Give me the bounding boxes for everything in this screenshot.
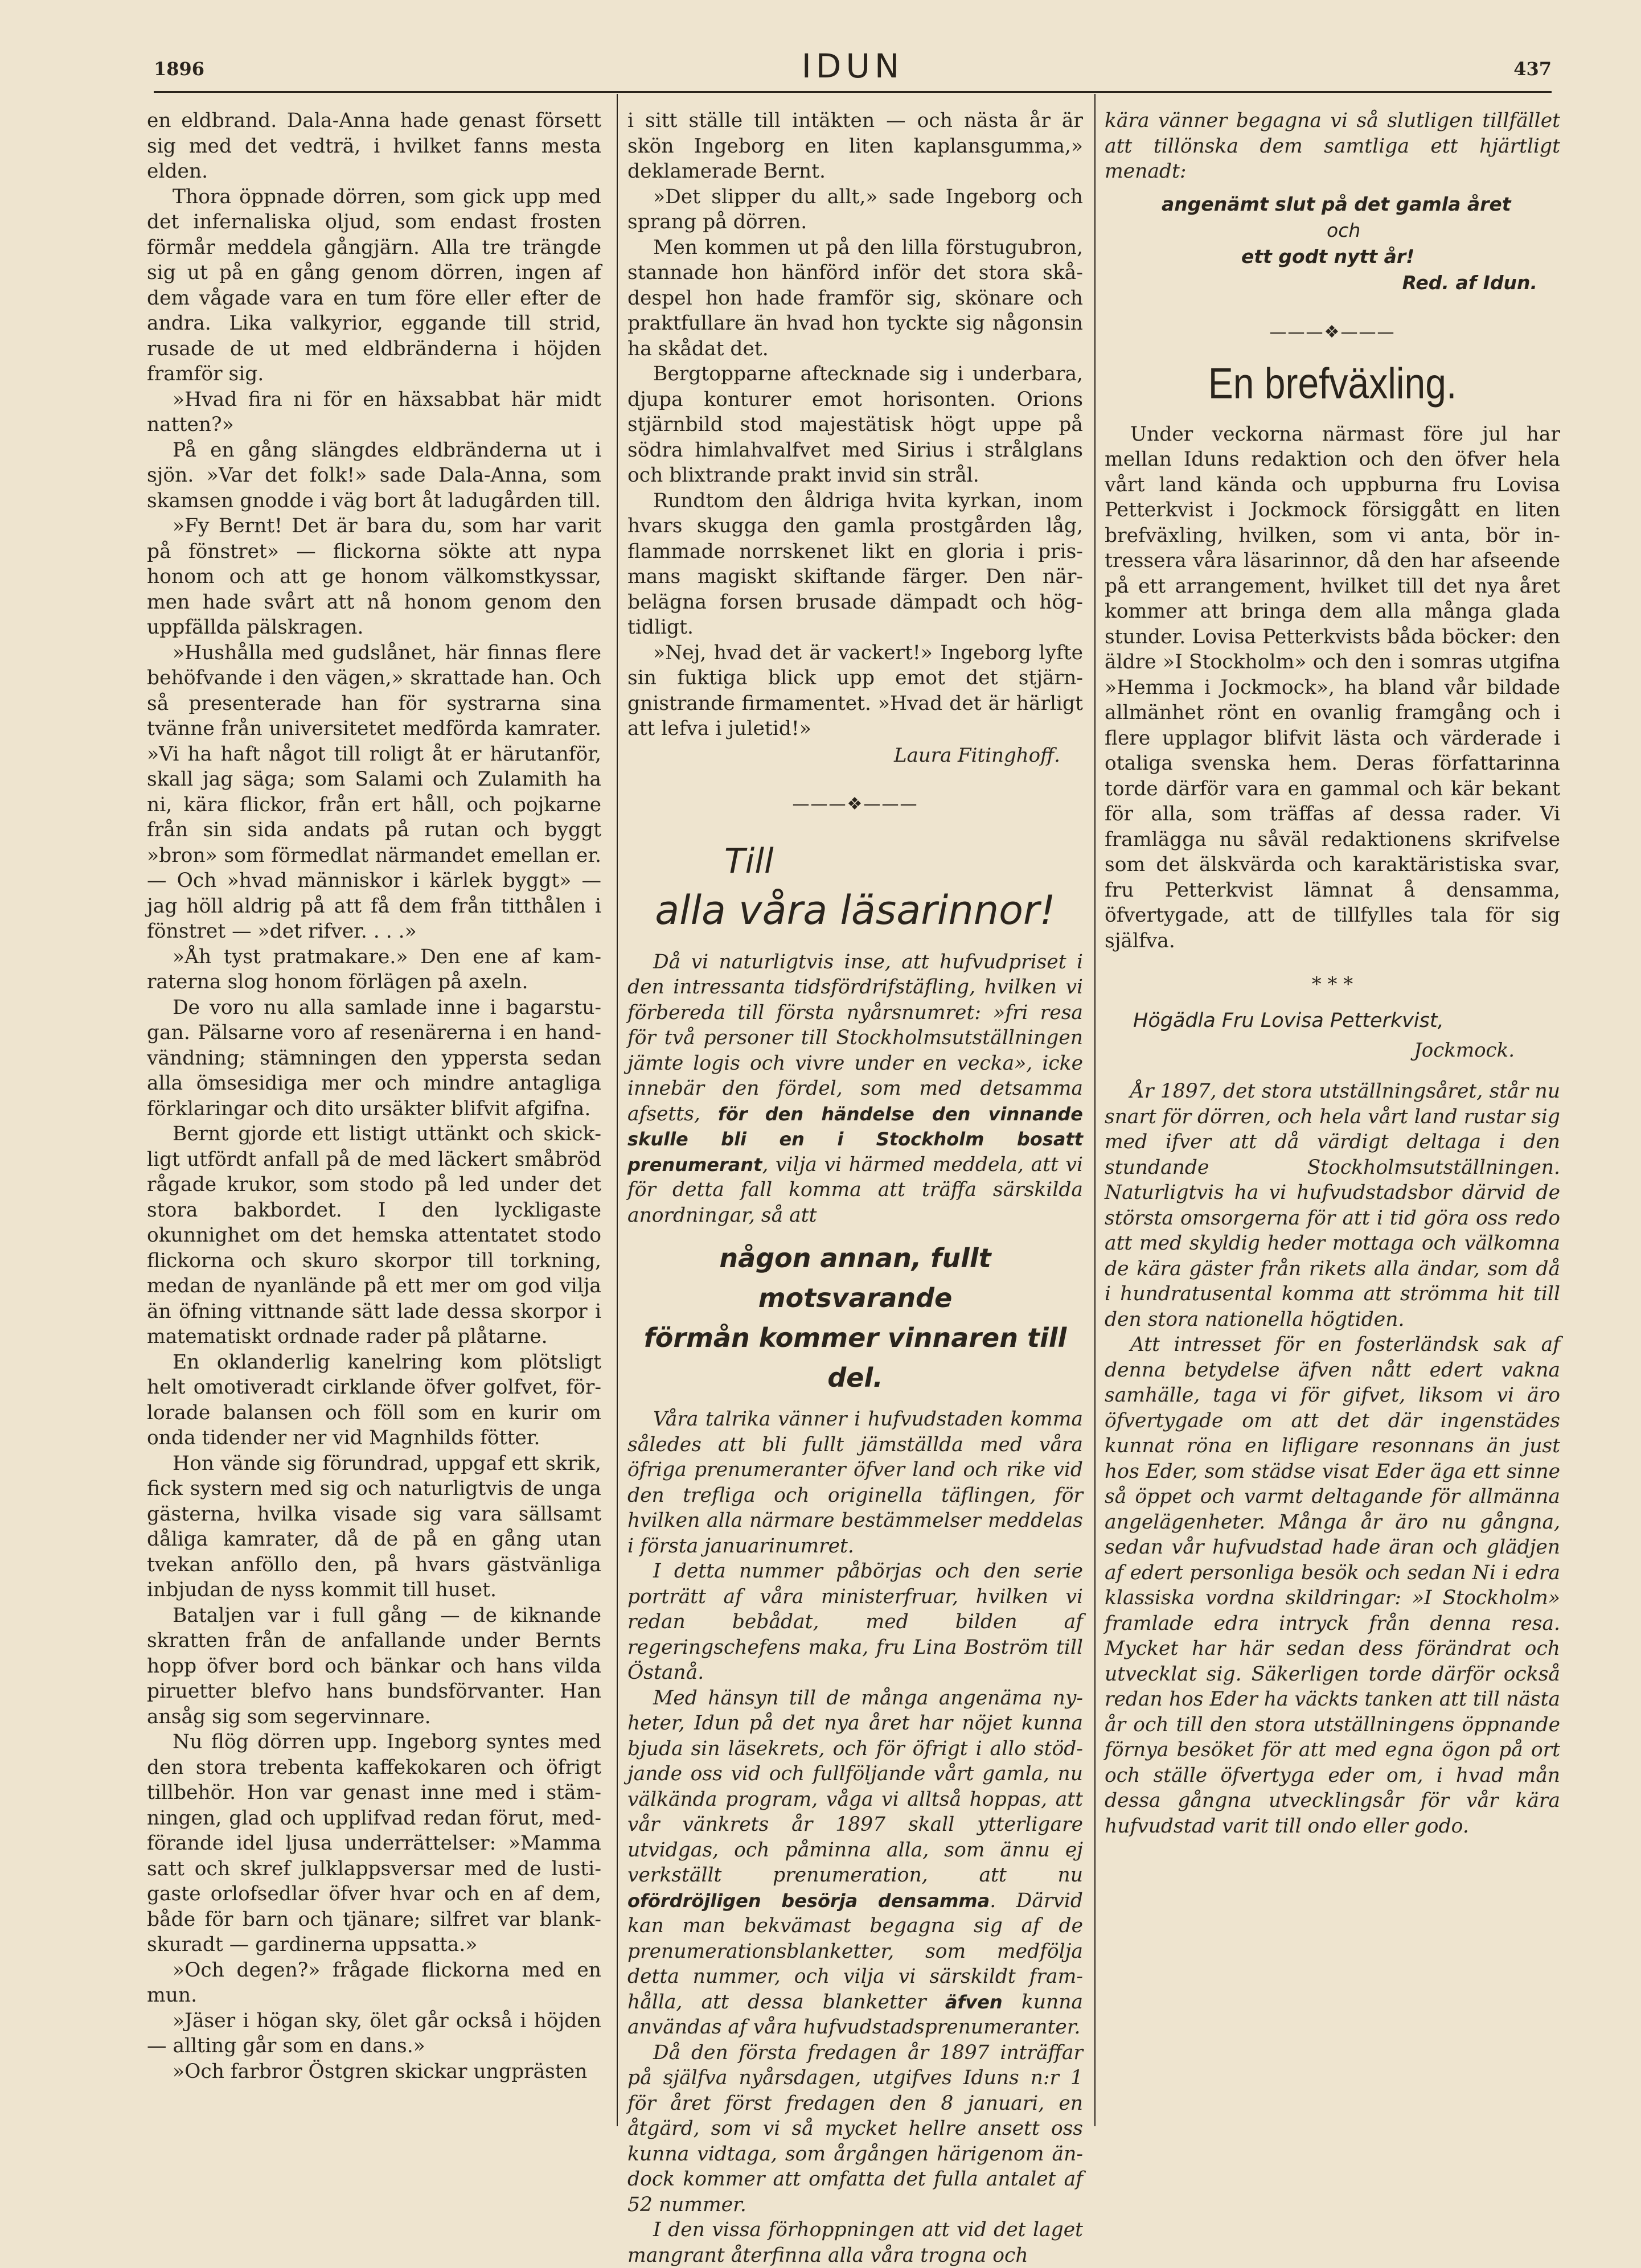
letter-paragraph: År 1897, det stora utställningsåret, står nu snart för dörren, och hela vårt land rustar sig med ifver att då värdigt deltaga i den stundande Stockholmsutställningen. Naturligtvis ha vi hufvudstadsbor därvid de största omsorgerna för att i tid göra oss redo att med skyldig heder mottaga och välkomna de kära gäster från rikets alla ändar, som då i hundratusental komma att strömma hit till den stora nationella högtiden. xyxy=(1105,1080,1560,1331)
ornament-divider: ———❖——— xyxy=(792,794,918,814)
emphasis-text: ofördröjligen besörja densamma xyxy=(627,1889,990,1912)
announcement-title: alla våra läsarinnor! xyxy=(655,886,1056,934)
emphasis-line-2: förmån kommer vinnaren till del. xyxy=(643,1322,1067,1393)
paragraph: »Fy Bernt! Det är bara du, som har varit på fönstret» — flickorna sökte att nypa honom och att ge honom välkomstkyssar, men hade svårt att nå honom genom den uppfällda pälskragen. xyxy=(147,515,601,639)
paragraph: Bergtopparne aftecknade sig i underbara, djupa konturer emot horisonten. Orions stjärnbild stod majestätisk högt uppe på södra himlahvalfvet med Sirius i strålglans och blixtrande prakt invid sin strål. xyxy=(627,363,1083,487)
paragraph: »Åh tyst pratmakare.» Den ene af kamraterna slog honom förlägen på axeln. xyxy=(147,945,601,993)
announcement-paragraph: I detta nummer påbörjas och den serie porträtt af våra ministerfruar, hvilken vi redan bebådat, med bilden af regeringschefens maka, fru Lina Boström till Östanå. xyxy=(627,1560,1083,1684)
emphasis-text: för den händelse den vinnande skulle bli en i Stockholm bosatt prenumerant xyxy=(627,1103,1084,1176)
greeting-signature: Red. af Idun. xyxy=(1402,271,1537,294)
announcement-paragraph xyxy=(627,1686,1083,2040)
emphasis-headline xyxy=(627,1238,1083,1398)
column-divider-2 xyxy=(1094,94,1096,2126)
paragraph: »Hushålla med gudslånet, här finnas flere behöfvande i den vägen,» skrattade han. Och så presenterade han för systrarna sina tvänne från universitetet medförda kamrater. »Vi ha haft något till roligt åt er härutanför, skall jag säga; som Salami och Zulamith ha ni, kära flickor, från ert håll, och pojkarne från sin sida andats på rutan och byggt »bron» som förmedlat närmandet emellan er. — Och »hvad människor i kärlek byggt» — jag höll aldrig på att få dem från titthålen i fönstret — »det rifver. . . .» xyxy=(147,641,601,943)
column-2 xyxy=(627,108,1084,2267)
text-run: . Därvid kan man bekvämast begagna sig af de prenumerationsblanketter, som medfölja detta nummer, och vilja vi särskildt framhålla, att dessa blanketter xyxy=(627,1889,1084,2014)
column-3 xyxy=(1105,108,1560,2129)
announcement-paragraph: I den vissa förhoppningen att vid det laget mangrant återfinna alla våra trogna och xyxy=(627,2218,1083,2267)
paragraph: De voro nu alla samlade inne i bagarstugan. Pälsarne voro af resenärerna i en handvändning; stämningen den yppersta sedan alla ömsesidiga mer och mindre antagliga förklaringar och dito ursäkter blifvit afgifna. xyxy=(147,996,601,1120)
header-year: 1896 xyxy=(154,58,205,80)
text-run: , vilja vi härmed meddela, att vi för detta fall komma att träffa särskilda anordningar, så att xyxy=(627,1153,1083,1227)
letter-location: Jockmock. xyxy=(1414,1039,1515,1062)
masthead-title: IDUN xyxy=(801,47,904,85)
greeting-line-1: angenämt slut på det gamla året xyxy=(1162,192,1511,215)
column-1 xyxy=(147,108,601,2129)
ornament-divider: ———❖——— xyxy=(1269,322,1396,342)
announcement-paragraph xyxy=(627,950,1083,1228)
paragraph: »Och farbror Östgren skickar ungprästen xyxy=(173,2060,588,2083)
paragraph: På en gång slängdes eldbränderna ut i sjön. »Var det folk!» sade Dala-Anna, som skamsen gnodde i väg bort åt ladugården till. xyxy=(147,438,601,512)
greeting-line-3: ett godt nytt år! xyxy=(1241,245,1415,268)
column-divider-1 xyxy=(617,94,618,2126)
emphasis-line-1: någon annan, fullt motsvarande xyxy=(719,1243,991,1313)
stars-divider: * * * xyxy=(1311,973,1353,996)
page-header xyxy=(154,47,1552,92)
header-rule xyxy=(154,91,1552,93)
paragraph: Hon vände sig förundrad, uppgaf ett skrik, fick systern med sig och naturligtvis de unga gästerna, hvilka visade sig vara sällsamt dåliga kamrater, då de på en gång utan tvekan anföllo den, på hvars gästvänliga inbjudan de nyss kommit till huset. xyxy=(147,1452,601,1601)
author-signature: Laura Fitinghoff. xyxy=(893,743,1060,767)
paragraph: Bataljen var i full gång — de kiknande skratten från de anfallande under Bernts hopp öfver bord och bänkar och hans vilda piruetter blefvo hans bundsförvanter. Han ansåg sig som segervinnare. xyxy=(147,1604,601,1728)
paragraph: »Jäser i högan sky, ölet går också i höjden — allting går som en dans.» xyxy=(147,2009,601,2057)
text-run: Med hänsyn till de många angenäma nyheter, Idun på det nya året har nöjet kunna bjuda sin läsekrets, och för öfrigt i allo stödjande oss vid och fullföljande vårt gamla, nu välkända program, våga vi alltså hoppas, att vår vänkrets år 1897 skall ytterligare utvidgas, och påminna alla, som ännu ej verkställt prenumeration, att nu xyxy=(627,1686,1083,1887)
paragraph: »Och degen?» frågade flickorna med en mun. xyxy=(147,1958,601,2007)
emphasis-text: äfven xyxy=(945,1991,1003,2013)
greeting-intro: kära vänner begagna vi så slutligen tillfället att tillönska dem samtliga ett hjärtligt menadt: xyxy=(1105,109,1560,183)
letter-salutation: Högädla Fru Lovisa Petterkvist, xyxy=(1133,1009,1444,1032)
paragraph: Men kommen ut på den lilla förstugubron, stannade hon hänförd inför det stora skådespel hon hade framför sig, skönare och praktfullare än hvad hon tyckte sig någonsin ha skådat det. xyxy=(627,236,1083,360)
text-run: Då vi naturligtvis inse, att hufvudpriset i den intressanta tidsfördrifstäfling, hvilken vi förbereda till första nyårsnumret: »fri resa för två personer till Stockholmsutställningen jämte logis och vivre under en vecka», icke innebär den fördel, som med detsamma afsetts, xyxy=(627,950,1083,1125)
paragraph: En oklanderlig kanelring kom plötsligt helt omotiveradt cirklande öfver golfvet, förlorade balansen och föll som en kurir om onda tidender ner vid Magnhilds fötter. xyxy=(147,1350,601,1449)
announcement-title-till: Till xyxy=(724,841,774,881)
announcement-paragraph: Då den första fredagen år 1897 inträffar på själfva nyårsdagen, utgifves Iduns n:r 1 för året först fredagen den 8 januari, en åtgärd, som vi så mycket hellre ansett oss kunna vidtaga, som årgången härigenom ändock kommer att omfatta det fulla antalet af 52 nummer. xyxy=(627,2041,1083,2216)
paragraph: »Hvad fira ni för en häxsabbat här midt natten?» xyxy=(147,388,601,436)
letter-paragraph: Att intresset för en fosterländsk sak af denna betydelse äfven nått edert vakna samhälle, taga vi för gifvet, liksom vi äro öfvertygade om att det där ingenstädes kunnat röna en lifligare resonnans än just hos Eder, som städse visat Eder äga ett sinne så öppet och varmt deltagande för allmänna angelägenheter. Många år äro nu gångna, sedan vår hufvudstad hade äran och glädjen af edert personliga besök och sedan Ni i edra klassiska vordna skildringar: »I Stockholm» framlade edra intryck från denna resa. Mycket har här sedan dess förändrat och utvecklat sig. Säkerligen torde därför också redan hos Eder ha väckts tanken att till nästa år och till den stora utställningens öppnande förnya besöket för att med egna ögon på ort och ställe öfvertyga eder om, i hvad mån dessa gångna utvecklingsår för vår kära hufvudstad varit till ondo eller godo. xyxy=(1105,1333,1560,1838)
announcement-paragraph: Våra talrika vänner i hufvudstaden komma således att bli fullt jämställda med våra öfriga prenumeranter öfver land och rike vid den trefliga och originella täflingen, för hvilken alla närmare bestämmelser meddelas i första januarinumret. xyxy=(627,1408,1083,1558)
paragraph: i sitt ställe till intäkten — och nästa år är skön Ingeborg en liten kaplansgumma,» deklamerade Bernt. xyxy=(627,109,1083,183)
paragraph: Nu flög dörren upp. Ingeborg syntes med den stora trebenta kaffekokaren och öfrigt tillbehör. Hon var genast inne med i stämningen, glad och upplifvad redan förut, medförande idel ljusa underrättelser: »Mamma satt och skref julklappsversar med de lustigaste orlofsedlar öfver hvar och en af dem, både för barn och tjänare; silfret var blankskuradt — gardinerna uppsatta.» xyxy=(147,1731,601,1956)
paragraph: en eldbrand. Dala-Anna hade genast försett sig med det vedträ, i hvilket fanns mesta elden. xyxy=(147,109,601,183)
paragraph: Rundtom den åldriga hvita kyrkan, inom hvars skugga den gamla prostgården låg, flammade norrskenet likt en gloria i prismans magiskt skiftande färger. Den närbelägna forsen brusade dämpadt och högtidligt. xyxy=(627,489,1083,639)
text-run: kunna användas af våra hufvudstadsprenumeranter. xyxy=(627,1990,1083,2039)
paragraph: Under veckorna närmast före jul har mellan Iduns redaktion och den öfver hela vårt land kända och uppburna fru Lovisa Petterkvist i Jockmock försiggått en liten brefväxling, hvilken, som vi anta, bör intressera våra läsarinnor, då den har afseende på ett arrangement, hvilket till det nya året kommer att bringa dem alla många glada stunder. Lovisa Petterkvists båda böcker: den äldre »I Stockholm» och den i somras utgifna »Hemma i Jockmock», ha bland vår bildade allmänhet rönt en ovanlig framgång och i flere upplagor blifvit lästa och värderade i otaliga svenska hem. Deras författarinna torde därför vara en gammal och kär bekant för alla, som träffas af dessa rader. Vi framlägga nu såväl redaktionens skrifvelse som det älskvärda och karaktäristiska svar, fru Petterkvist lämnat å densamma, öfvertygade, att de tillfylles tala för sig själfva. xyxy=(1105,422,1560,952)
section-title: En brefväxling. xyxy=(1208,358,1457,408)
paragraph: »Det slipper du allt,» sade Ingeborg och sprang på dörren. xyxy=(627,185,1083,233)
greeting-line-2: och xyxy=(1327,219,1361,241)
paragraph: »Nej, hvad det är vackert!» Ingeborg lyfte sin fuktiga blick upp emot det stjärngnistrande firmamentet. »Hvad det är härligt att lefva i juletid!» xyxy=(627,641,1083,740)
paragraph: Bernt gjorde ett listigt uttänkt och skickligt utfördt anfall på de med läckert småbröd rågade krukor, som stodo på led under det stora bakbordet. I den lyckligaste okunnighet om det hemska attentatet stodo flickorna och skuro skorpor till torkning, medan de nyanlände på ett mer om god vilja än öfning vittnande sätt lade dessa skorpor i matematiskt ordnade rader på plåtarne. xyxy=(147,1123,601,1348)
page-number: 437 xyxy=(1513,58,1552,80)
paragraph: Thora öppnade dörren, som gick upp med det infernaliska oljud, som endast frosten förmår meddela gångjärn. Alla tre trängde sig ut på en gång genom dörren, ingen af dem vågade vara en tum före eller efter de andra. Lika valkyrior, eggande till strid, rusade de ut med eldbränderna i höjden framför sig. xyxy=(147,185,601,385)
